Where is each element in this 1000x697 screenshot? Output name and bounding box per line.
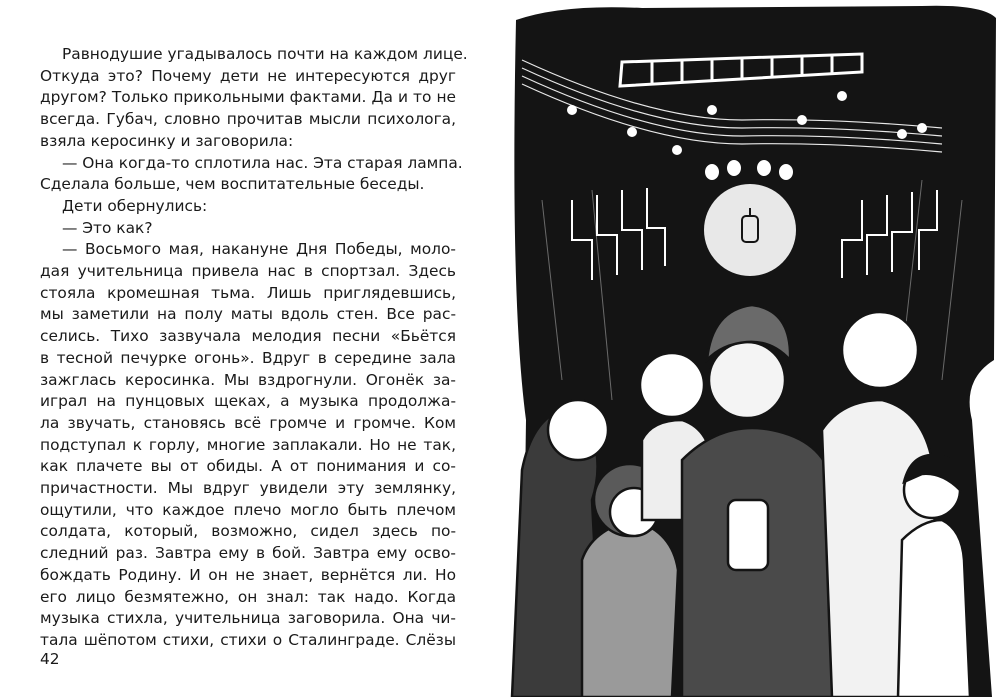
lantern (728, 500, 768, 570)
text-line: Дети обернулись: (62, 196, 208, 215)
boy-right-head (842, 312, 918, 388)
text-line: — Восьмого мая, накануне Дня Победы, моло- (62, 240, 456, 259)
text-line: дая учительница привела нас в спортзал. Здесь (40, 262, 456, 281)
lamp-glow (704, 184, 796, 276)
text-line: Равнодушие угадывалось почти на каждом лице. (62, 45, 468, 63)
text-line: следний раз. Завтра ему в бой. Завтра ему осво- (40, 544, 456, 563)
text-line: тала шёпотом стихи, стихи о Сталинграде. Слёзы (40, 630, 456, 649)
boy-left-head (548, 400, 608, 460)
text-line: солдата, который, возможно, сидел здесь по- (40, 522, 456, 541)
text-line: взяла керосинку и заговорила: (40, 131, 294, 150)
text-line: ощутили, что каждое плечо могло быть плечом (40, 500, 456, 519)
text-line: подступал к горлу, многие заплакали. Но не так, (40, 435, 456, 454)
text-line: — Она когда-то сплотила нас. Эта старая лампа. (62, 153, 463, 172)
text-line: причастности. Мы вдруг увидели эту землянку, (40, 479, 456, 498)
text-line: всегда. Губач, словно прочитав мысли психолога, (40, 110, 456, 129)
text-line: играл на пунцовых щеках, а музыка продолжа- (40, 392, 456, 411)
teacher-head (709, 342, 785, 418)
girl-curly (582, 520, 678, 697)
boy-middle-head (640, 353, 704, 417)
text-line: как плачете вы от обиды. А от понимания и со- (40, 457, 456, 476)
text-line: его лицо безмятежно, он знал: так надо. Когда (40, 587, 456, 606)
text-line: селись. Тихо зазвучала мелодия песни «Бьётся (40, 327, 456, 346)
text-line: в тесной печурке огонь». Вдруг в середине зала (40, 348, 456, 367)
illustration-teacher-with-lantern (502, 0, 1000, 697)
text-line: — Это как? (62, 218, 153, 237)
text-line: мы заметили на полу маты вдоль стен. Все рас- (40, 305, 456, 324)
text-line: другом? Только прикольными фактами. Да и то не (40, 88, 456, 107)
text-line: музыка стихла, учительница заговорила. Она чи- (40, 609, 456, 628)
text-line: бождать Родину. И он не знает, вернётся ли. Но (40, 565, 456, 584)
text-line: зажглась керосинка. Мы вздрогнули. Огонёк за- (40, 370, 456, 389)
text-line: Сделала больше, чем воспитательные беседы. (40, 175, 425, 194)
girl-right (898, 520, 970, 697)
text-line: Откуда это? Почему дети не интересуются друг (40, 66, 456, 85)
book-text (40, 44, 468, 652)
text-line: ла звучать, становясь всё громче и громче. Ком (40, 413, 456, 432)
page-number: 42 (40, 650, 60, 668)
illustration-svg (502, 0, 1000, 697)
text-line: стояла кромешная тьма. Лишь приглядевшись, (40, 283, 456, 302)
